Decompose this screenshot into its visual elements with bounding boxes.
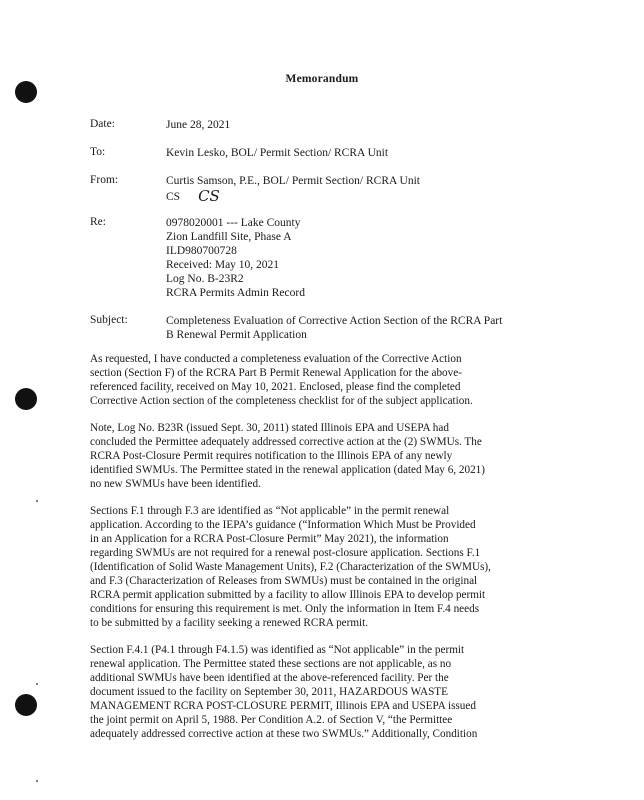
body-line: the joint permit on April 5, 1988. Per Condition A.2. of Section V, “the Permittee — [90, 714, 453, 726]
body-line: no new SWMUs have been identified. — [90, 478, 261, 490]
date-label: Date: — [90, 118, 115, 130]
body-line: Section F.4.1 (P4.1 through F4.1.5) was identified as “Not applicable” in the permit — [90, 644, 465, 656]
subject-block — [166, 314, 502, 342]
body-line: RCRA permit application submitted by a facility to allow Illinois EPA to develop permit — [90, 589, 486, 601]
re-block — [166, 216, 305, 300]
body-line: RCRA Post-Closure Permit requires notification to the Illinois EPA of any newly — [90, 450, 453, 462]
re-line: 0978020001 --- Lake County — [166, 217, 301, 229]
body-line: As requested, I have conducted a completeness evaluation of the Corrective Action — [90, 353, 462, 365]
re-label: Re: — [90, 216, 106, 228]
body-line: Note, Log No. B23R (issued Sept. 30, 2011) stated Illinois EPA and USEPA had — [90, 422, 449, 434]
memo-title: Memorandum — [285, 73, 359, 85]
subject-label: Subject: — [90, 314, 128, 326]
to-value: Kevin Lesko, BOL/ Permit Section/ RCRA Unit — [166, 147, 389, 159]
from-block — [166, 174, 420, 204]
body-line: concluded the Permittee adequately addressed corrective action at the (2) SWMUs. The — [90, 436, 482, 448]
re-line: ILD980700728 — [166, 245, 237, 257]
body-line: section (Section F) of the RCRA Part B Permit Renewal Application for the above- — [90, 367, 462, 379]
from-value: Curtis Samson, P.E., BOL/ Permit Section/ RCRA Unit — [166, 175, 420, 187]
body-line: document issued to the facility on September 30, 2011, HAZARDOUS WASTE — [90, 686, 448, 698]
body-line: Corrective Action section of the completeness checklist for of the subject application. — [90, 395, 473, 407]
body-paragraph-4 — [90, 643, 530, 741]
scan-speck — [36, 683, 38, 685]
scan-speck — [36, 500, 38, 502]
scan-speck — [36, 780, 38, 782]
body-line: conditions for ensuring this requirement is met. Only the information in Item F.4 needs — [90, 603, 480, 615]
body-line: identified SWMUs. The Permittee stated in the renewal application (dated May 6, 2021) — [90, 464, 485, 476]
re-line: Received: May 10, 2021 — [166, 259, 280, 271]
body-paragraph-2 — [90, 421, 530, 491]
from-label: From: — [90, 174, 119, 186]
body-line: (Identification of Solid Waste Management Units), F.2 (Characterization of the SWMUs), — [90, 561, 491, 573]
body-line: MANAGEMENT RCRA POST-CLOSURE PERMIT, Illinois EPA and USEPA issued — [90, 700, 476, 712]
subject-line: B Renewal Permit Application — [166, 329, 307, 341]
body-paragraph-3 — [90, 504, 530, 630]
body-line: renewal application. The Permittee stated these sections are not applicable, as no — [90, 658, 452, 670]
body-line: adequately addressed corrective action at these two SWMUs.” Additionally, Condition — [90, 728, 478, 740]
handwritten-signature: CS — [198, 187, 220, 205]
from-initials: CS — [166, 191, 181, 203]
body-line: additional SWMUs have been identified at the above-referenced facility. Per the — [90, 672, 449, 684]
re-line: Zion Landfill Site, Phase A — [166, 231, 292, 243]
binder-hole-bottom — [15, 694, 37, 716]
re-line: RCRA Permits Admin Record — [166, 287, 305, 299]
date-value: June 28, 2021 — [166, 119, 231, 131]
body-line: Sections F.1 through F.3 are identified as “Not applicable” in the permit renewal — [90, 505, 450, 517]
body-paragraph-1 — [90, 352, 530, 408]
binder-hole-middle — [15, 388, 37, 410]
body-line: referenced facility, received on May 10, 2021. Enclosed, please find the completed — [90, 381, 461, 393]
body-line: in an Application for a RCRA Post-Closure Permit” May 2021), the information — [90, 533, 449, 545]
body-line: and F.3 (Characterization of Releases from SWMUs) must be contained in the original — [90, 575, 478, 587]
from-initials-line — [166, 188, 420, 204]
body-line: to be submitted by a facility seeking a renewed RCRA permit. — [90, 617, 369, 629]
subject-line: Completeness Evaluation of Corrective Action Section of the RCRA Part — [166, 315, 503, 327]
to-label: To: — [90, 146, 106, 158]
body-line: regarding SWMUs are not required for a renewal post-closure application. Sections F.1 — [90, 547, 481, 559]
body-line: application. According to the IEPA’s guidance (“Information Which Must be Provided — [90, 519, 476, 531]
re-line: Log No. B-23R2 — [166, 273, 244, 285]
